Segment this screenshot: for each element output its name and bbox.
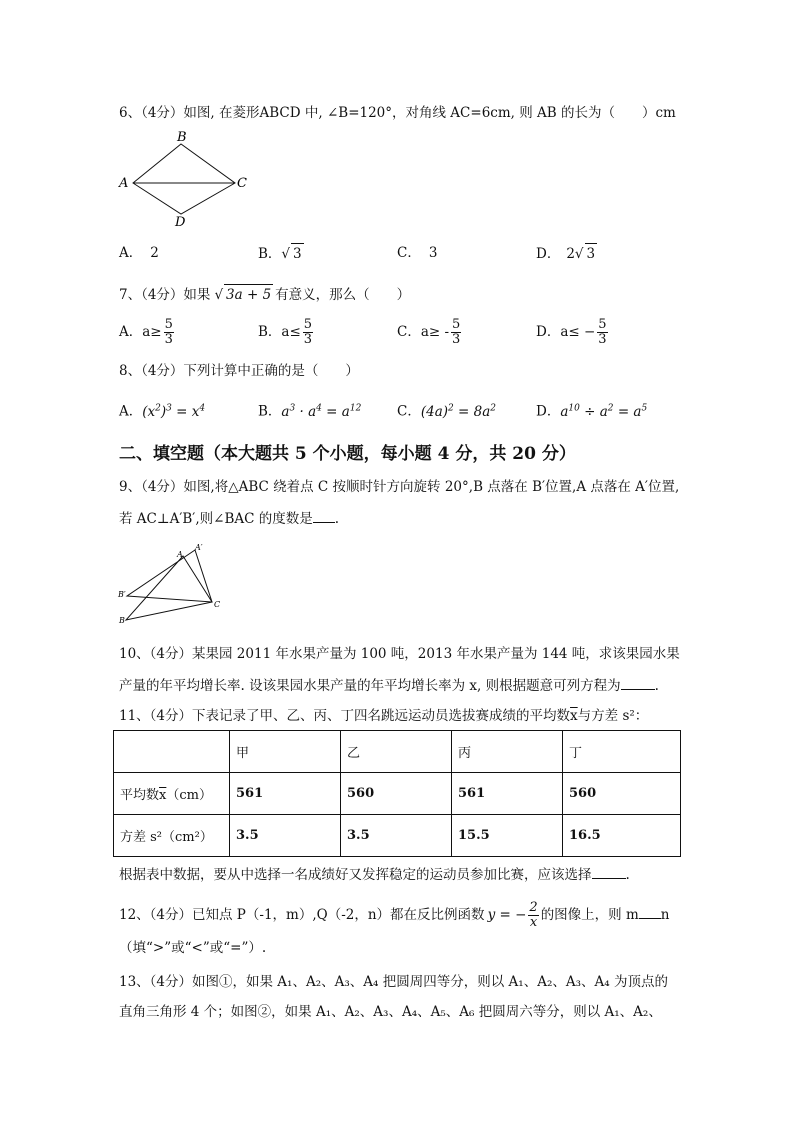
- q12-answer-blank[interactable]: [639, 904, 661, 919]
- table-header-cell: 丙: [452, 731, 563, 773]
- q13-line1: 13、（4分）如图①，如果 A₁、A₂、A₃、A₄ 把圆周四等分，则以 A₁、A₂、A₃、A₄ 为顶点的: [119, 974, 668, 990]
- q11-score-table: [113, 730, 681, 857]
- q12-line1: 12、（4分）已知点 P（-1，m）,Q（-2，n）都在反比例函数 y = − $\frac{2}{x}$ 的图像上，则 m n: [119, 900, 670, 930]
- q6-label-a: A: [119, 176, 129, 191]
- row-label-mean: 平均数$\overline{x}(cm)$: [114, 773, 230, 815]
- table-row: [114, 815, 681, 857]
- q8-option-c: C．$(4a)^2 = 8a^2$: [397, 403, 497, 420]
- q9-label-b-prime: B′: [118, 590, 126, 599]
- table-cell: 561: [230, 773, 341, 815]
- q9-line2: 若 AC⊥A′B′,则∠BAC 的度数是 .: [119, 508, 339, 529]
- q6-label-c: C: [237, 176, 247, 191]
- section-2-title: 二、填空题（本大题共 5 个小题，每小题 4 分，共 20 分）: [119, 444, 576, 464]
- q9-rotation-figure: [115, 540, 235, 630]
- q8-option-b: B．$a^3 \cdot a^4 = a^{12}$: [258, 403, 362, 420]
- table-cell: 16.5: [563, 815, 681, 857]
- q13-line2: 直角三角形 4 个；如图②，如果 A₁、A₂、A₃、A₄、A₅、A₆ 把圆周六等分，则以 A₁、A₂、: [119, 1004, 662, 1020]
- q7-option-b: B．a≤ $\frac{5}{3}$: [258, 317, 313, 347]
- q6-stem: 6、（4分）如图, 在菱形ABCD 中, ∠B=120°，对角线 AC=6cm, 则 AB 的长为（ ）cm: [119, 105, 676, 121]
- q6-label-d: D: [175, 215, 186, 228]
- table-header-cell: 乙: [341, 731, 452, 773]
- q10-answer-blank[interactable]: [621, 675, 655, 690]
- table-cell: 15.5: [452, 815, 563, 857]
- q8-option-d: D．$a^{10} \div a^2 = a^5$: [536, 403, 648, 420]
- q11-answer-blank[interactable]: [592, 864, 626, 879]
- q9-label-a-prime: A′: [195, 543, 203, 552]
- q7-option-a: A．a≥ $\frac{5}{3}$: [119, 317, 173, 347]
- q8-stem: 8、（4分）下列计算中正确的是（ ）: [119, 363, 359, 379]
- q6-option-d: D． 2√ 3: [536, 243, 597, 264]
- q10-line1: 10、（4分）某果园 2011 年水果产量为 100 吨，2013 年水果产量为 144 吨，求该果园水果: [119, 646, 680, 662]
- q7-option-d: D．a≤ − $\frac{5}{3}$: [536, 317, 607, 347]
- table-header-cell: 丁: [563, 731, 681, 773]
- table-cell: 560: [563, 773, 681, 815]
- q11-after: 根据表中数据，要从中选择一名成绩好又发挥稳定的运动员参加比赛，应该选择 .: [119, 864, 630, 885]
- table-row: [114, 773, 681, 815]
- q12-line2: （填“>”或“<”或“=”）.: [119, 940, 267, 956]
- row-label-variance: 方差 s²（cm²）: [114, 815, 230, 857]
- q7-option-c: C．a≥ - $\frac{5}{3}$: [397, 317, 461, 347]
- q6-rhombus-figure: [115, 128, 255, 228]
- q9-answer-blank[interactable]: [313, 508, 335, 523]
- q6-option-c: C． 3: [397, 245, 438, 261]
- table-cell: 560: [341, 773, 452, 815]
- table-cell: 561: [452, 773, 563, 815]
- q9-label-a: A: [177, 550, 183, 559]
- q9-line1: 9、（4分）如图,将△ABC 绕着点 C 按顺时针方向旋转 20°,B 点落在 B′位置,A 点落在 A′位置,: [119, 479, 680, 495]
- q10-line2: 产量的年平均增长率. 设该果园水果产量的年平均增长率为 x, 则根据题意可列方程为 .: [119, 675, 659, 696]
- table-header-row: [114, 731, 681, 773]
- table-header-cell: 甲: [230, 731, 341, 773]
- q8-option-a: A．$(x^2)^3 = x^4$: [119, 403, 206, 420]
- q6-option-a: A． 2: [119, 245, 159, 261]
- q9-label-b: B: [119, 616, 125, 625]
- q9-label-c: C: [214, 600, 221, 609]
- table-cell: 3.5: [230, 815, 341, 857]
- table-cell: 3.5: [341, 815, 452, 857]
- q6-label-b: B: [177, 130, 187, 145]
- table-header-cell: [114, 731, 230, 773]
- q11-stem: 11、（4分）下表记录了甲、乙、丙、丁四名跳远运动员选拔赛成绩的平均数$\overline{x}$与方差 s²：: [119, 708, 649, 724]
- q6-option-b: B．√ 3: [258, 243, 304, 264]
- q7-stem: 7、（4分）如果 √ 3a + 5 有意义，那么（ ）: [119, 284, 410, 305]
